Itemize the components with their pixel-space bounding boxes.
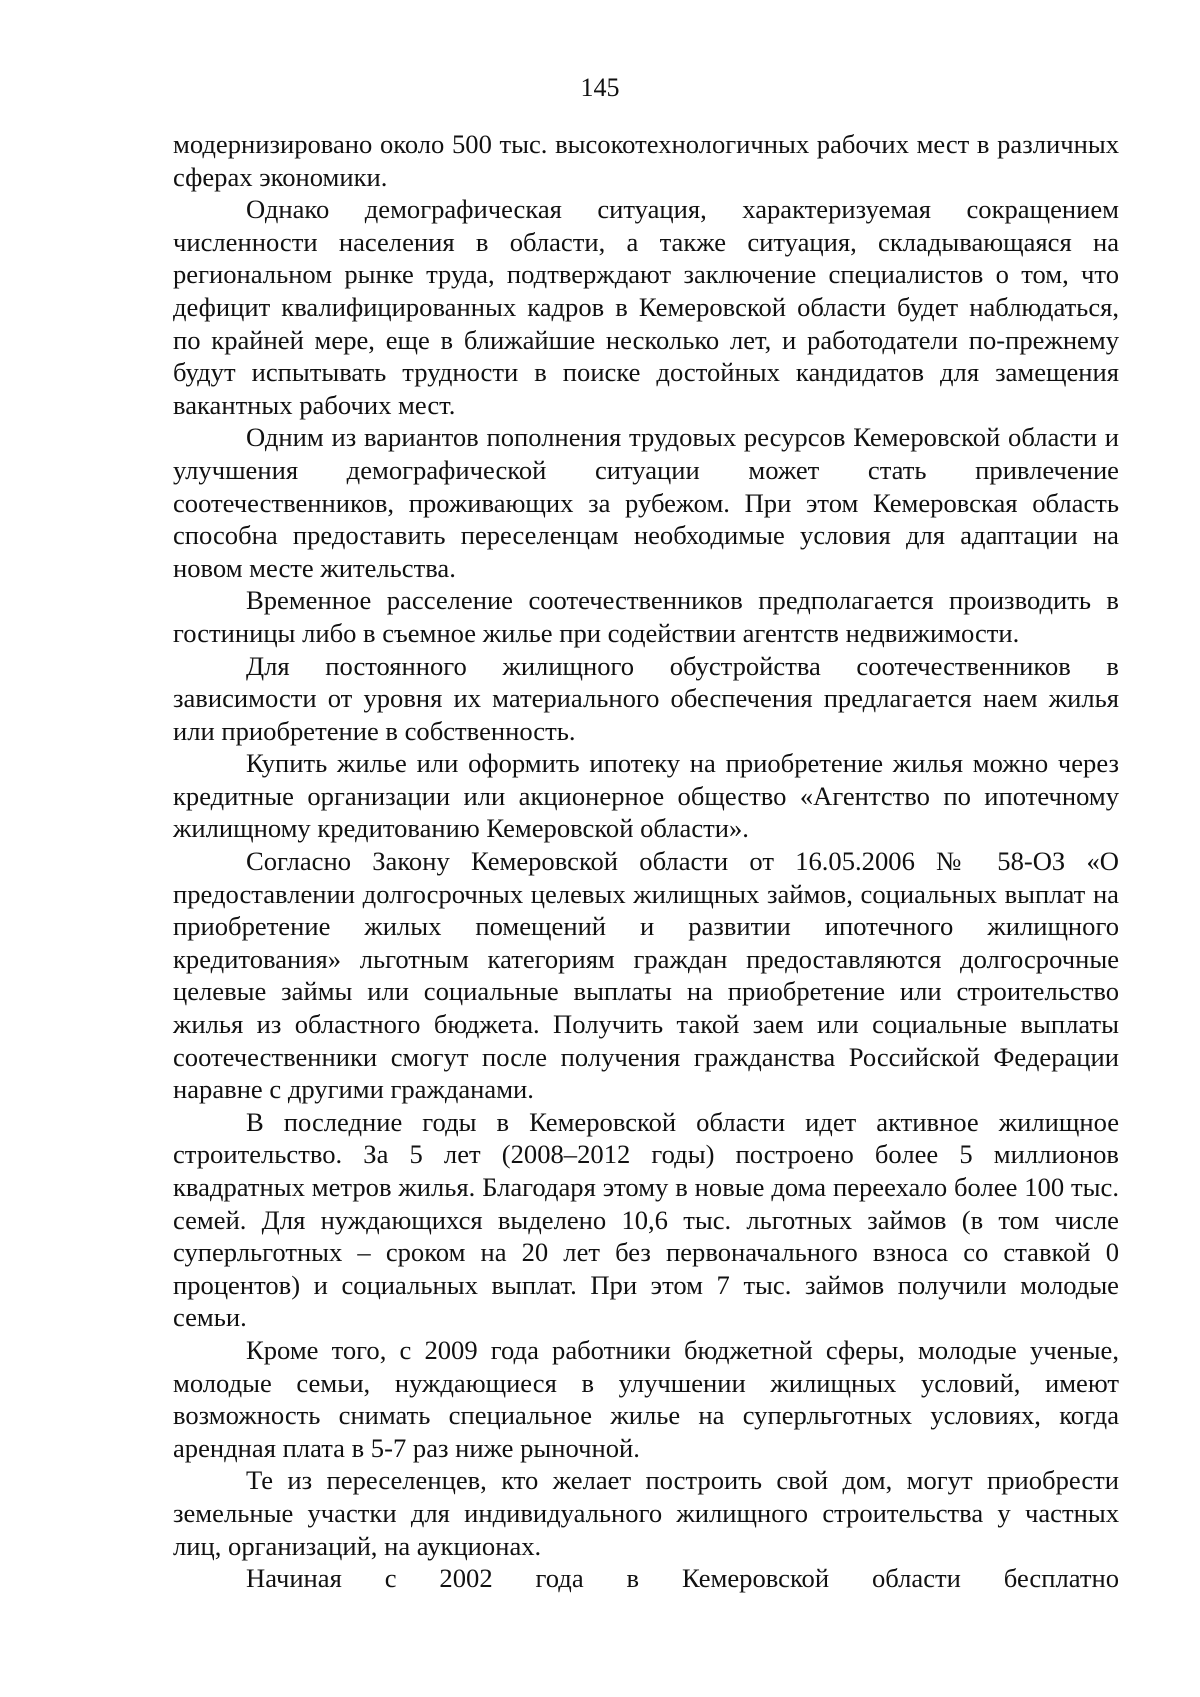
paragraph-3: Одним из вариантов пополнения трудовых ресурсов Кемеровской области и улучшения демографической ситуации может стать привлечение соотечественников, проживающих за рубежом. При этом Кемеровская область способна предоставить переселенцам необходимые условия для адаптации на новом месте жительства.	[173, 422, 1119, 583]
paragraph-10: Те из переселенцев, кто желает построить свой дом, могут приобрести земельные участки для индивидуального жилищного строительства у частных лиц, организаций, на аукционах.	[173, 1465, 1119, 1561]
paragraph-4: Временное расселение соотечественников предполагается производить в гостиницы либо в съемное жилье при содействии агентств недвижимости.	[173, 585, 1119, 648]
paragraph-5: Для постоянного жилищного обустройства соотечественников в зависимости от уровня их материального обеспечения предлагается наем жилья или приобретение в собственность.	[173, 650, 1119, 746]
paragraph-2: Однако демографическая ситуация, характеризуемая сокращением численности населения в области, а также ситуация, складывающаяся на региональном рынке труда, подтверждают заключение специалистов о том, что дефицит квалифицированных кадров в Кемеровской области будет наблюдаться, по крайней мере, еще в ближайшие несколько лет, и работодатели по-прежнему будут испытывать трудности в поиске достойных кандидатов для замещения вакантных рабочих мест.	[173, 194, 1119, 420]
paragraph-11: Начиная с 2002 года в Кемеровской области бесплатно	[246, 1563, 1119, 1594]
document-body	[173, 128, 1119, 1595]
paragraph-7: Согласно Закону Кемеровской области от 16.05.2006 № 58-ОЗ «О предоставлении долгосрочных целевых жилищных займов, социальных выплат на приобретение жилых помещений и развитии ипотечного жилищного кредитования» льготным категориям граждан предоставляются долгосрочные целевые займы или социальные выплаты на приобретение или строительство жилья из областного бюджета. Получить такой заем или социальные выплаты соотечественники смогут после получения гражданства Российской Федерации наравне с другими гражданами.	[173, 846, 1119, 1105]
page-number: 145	[580, 73, 620, 102]
paragraph-1: модернизировано около 500 тыс. высокотехнологичных рабочих мест в различных сферах экономики.	[173, 129, 1119, 192]
paragraph-8: В последние годы в Кемеровской области идет активное жилищное строительство. За 5 лет (2008–2012 годы) построено более 5 миллионов квадратных метров жилья. Благодаря этому в новые дома переехало более 100 тыс. семей. Для нуждающихся выделено 10,6 тыс. льготных займов (в том числе суперльготных – сроком на 20 лет без первоначального взноса со ставкой 0 процентов) и социальных выплат. При этом 7 тыс. займов получили молодые семьи.	[173, 1106, 1119, 1333]
paragraph-6: Купить жилье или оформить ипотеку на приобретение жилья можно через кредитные организации или акционерное общество «Агентство по ипотечному жилищному кредитованию Кемеровской области».	[173, 748, 1119, 844]
paragraph-9: Кроме того, с 2009 года работники бюджетной сферы, молодые ученые, молодые семьи, нуждающиеся в улучшении жилищных условий, имеют возможность снимать специальное жилье на суперльготных условиях, когда арендная плата в 5-7 раз ниже рыночной.	[173, 1334, 1119, 1463]
